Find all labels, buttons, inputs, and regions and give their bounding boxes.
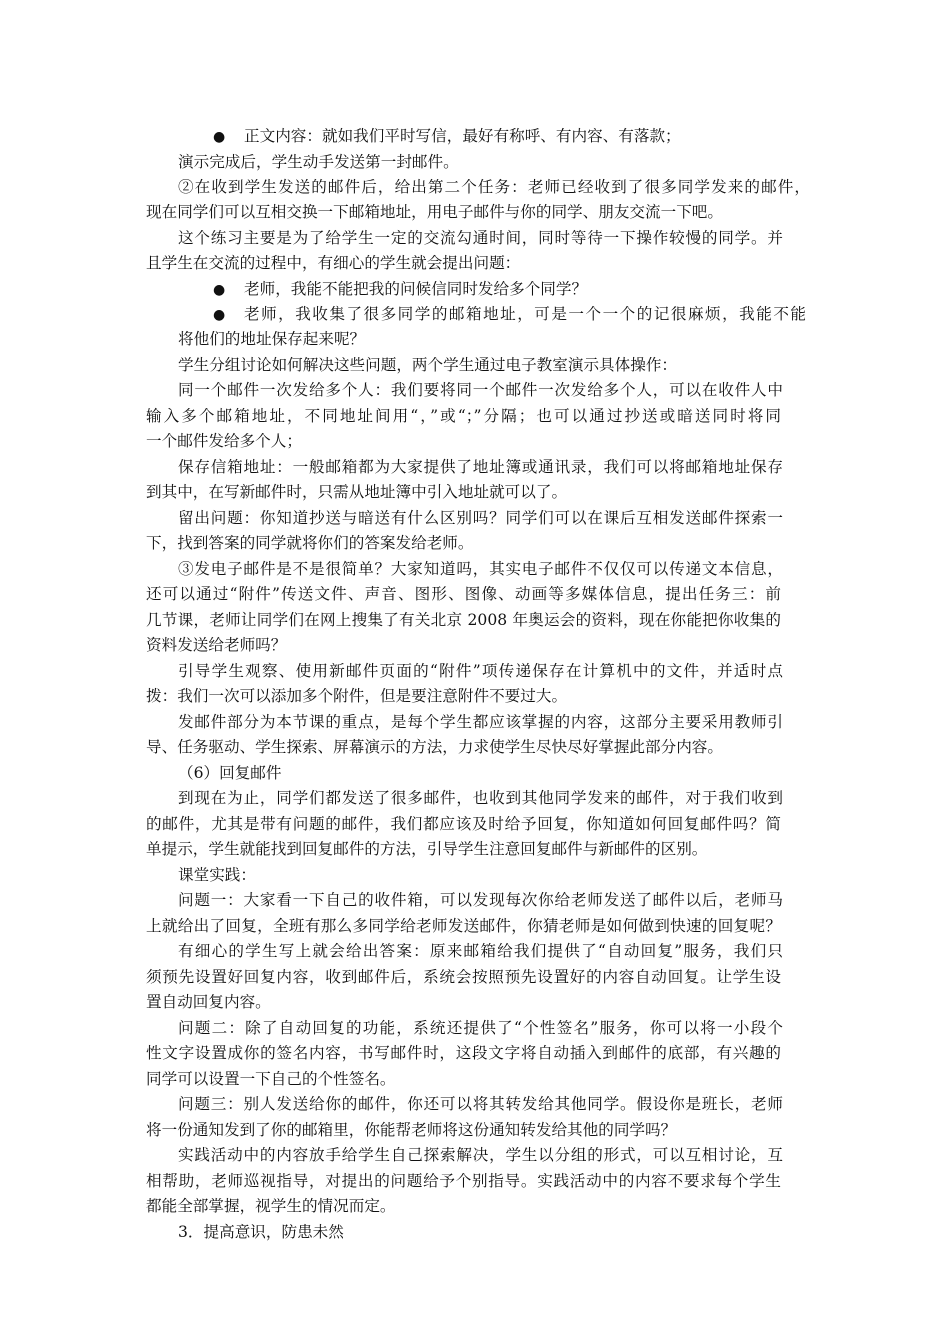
paragraph-line: 现在同学们可以互相交换一下邮箱地址，用电子邮件与你的同学、朋友交流一下吧。 bbox=[146, 203, 723, 221]
paragraph-line: 将一份通知发到了你的邮箱里，你能帮老师将这份通知转发给其他的同学吗？ bbox=[146, 1121, 677, 1139]
bullet-marker: ● bbox=[213, 307, 226, 323]
bullet-text: 正文内容：就如我们平时写信，最好有称呼、有内容、有落款； bbox=[244, 127, 681, 145]
section-heading: 3．提高意识，防患未然 bbox=[178, 1223, 344, 1241]
paragraph-line: 的邮件，尤其是带有问题的邮件，我们都应该及时给予回复，你知道如何回复邮件吗？简 bbox=[146, 815, 781, 833]
paragraph-line: 性文字设置成你的签名内容，书写邮件时，这段文字将自动插入到邮件的底部，有兴趣的 bbox=[146, 1044, 781, 1062]
paragraph-line: 到其中，在写新邮件时，只需从地址簿中引入地址就可以了。 bbox=[146, 483, 568, 501]
bullet-marker: ● bbox=[213, 282, 226, 298]
paragraph-line: 资料发送给老师吗？ bbox=[146, 636, 287, 654]
paragraph-line: 保存信箱地址：一般邮箱都为大家提供了地址簿或通讯录，我们可以将邮箱地址保存 bbox=[178, 458, 783, 476]
paragraph-line: 一个邮件发给多个人； bbox=[146, 432, 302, 450]
paragraph-line: 下，找到答案的同学就将你们的答案发给老师。 bbox=[146, 534, 474, 552]
paragraph-line: 同学可以设置一下自己的个性签名。 bbox=[146, 1070, 396, 1088]
paragraph-line: 实践活动中的内容放手给学生自己探索解决，学生以分组的形式，可以互相讨论，互 bbox=[178, 1146, 783, 1164]
paragraph-line: 学生分组讨论如何解决这些问题，两个学生通过电子教室演示具体操作： bbox=[178, 356, 678, 374]
paragraph-line: 这个练习主要是为了给学生一定的交流勾通时间，同时等待一下操作较慢的同学。并 bbox=[178, 229, 783, 247]
paragraph-line: 几节课，老师让同学们在网上搜集了有关北京 2008 年奥运会的资料，现在你能把你收集的 bbox=[146, 611, 781, 629]
paragraph-line: 同一个邮件一次发给多个人：我们要将同一个邮件一次发给多个人，可以在收件人中 bbox=[178, 381, 783, 399]
paragraph-line: 置自动回复内容。 bbox=[146, 993, 271, 1011]
paragraph-line: 上就给出了回复，全班有那么多同学给老师发送邮件，你猜老师是如何做到快速的回复呢？ bbox=[146, 917, 781, 935]
paragraph-line: 引导学生观察、使用新邮件页面的“附件”项传递保存在计算机中的文件，并适时点 bbox=[178, 662, 783, 680]
paragraph-line: 相帮助，老师巡视指导，对提出的问题给予个别指导。实践活动中的内容不要求每个学生 bbox=[146, 1172, 781, 1190]
paragraph-line: 还可以通过“附件”传送文件、声音、图形、图像、动画等多媒体信息，提出任务三：前 bbox=[146, 585, 781, 603]
paragraph-line: 输入多个邮箱地址，不同地址间用“，”或“；”分隔；也可以通过抄送或暗送同时将同 bbox=[146, 407, 781, 425]
paragraph-line: 拨：我们一次可以添加多个附件，但是要注意附件不要过大。 bbox=[146, 687, 568, 705]
paragraph-line: 演示完成后，学生动手发送第一封邮件。 bbox=[178, 153, 459, 171]
bullet-text: 老师，我收集了很多同学的邮箱地址，可是一个一个的记很麻烦，我能不能 bbox=[244, 305, 806, 323]
paragraph-line: 单提示，学生就能找到回复邮件的方法，引导学生注意回复邮件与新邮件的区别。 bbox=[146, 840, 708, 858]
paragraph-line: ③发电子邮件是不是很简单？大家知道吗，其实电子邮件不仅仅可以传递文本信息， bbox=[178, 560, 783, 578]
paragraph-line: 有细心的学生写上就会给出答案：原来邮箱给我们提供了“自动回复”服务，我们只 bbox=[178, 942, 783, 960]
paragraph-line: 问题一：大家看一下自己的收件箱，可以发现每次你给老师发送了邮件以后，老师马 bbox=[178, 891, 783, 909]
paragraph-line: 课堂实践： bbox=[178, 866, 256, 884]
paragraph-line: 发邮件部分为本节课的重点，是每个学生都应该掌握的内容，这部分主要采用教师引 bbox=[178, 713, 783, 731]
paragraph-line: 且学生在交流的过程中，有细心的学生就会提出问题： bbox=[146, 254, 521, 272]
bullet-text: 老师，我能不能把我的问候信同时发给多个同学？ bbox=[244, 280, 588, 298]
paragraph-line: 导、任务驱动、学生探索、屏幕演示的方法，力求使学生尽快尽好掌握此部分内容。 bbox=[146, 738, 723, 756]
section-heading: （6）回复邮件 bbox=[178, 764, 282, 782]
paragraph-line: 留出问题：你知道抄送与暗送有什么区别吗？同学们可以在课后互相发送邮件探索一 bbox=[178, 509, 783, 527]
paragraph-line: 问题二：除了自动回复的功能，系统还提供了“个性签名”服务，你可以将一小段个 bbox=[178, 1019, 783, 1037]
paragraph-line: 都能全部掌握，视学生的情况而定。 bbox=[146, 1197, 396, 1215]
bullet-text: 将他们的地址保存起来呢？ bbox=[178, 330, 366, 348]
paragraph-line: 须预先设置好回复内容，收到邮件后，系统会按照预先设置好的内容自动回复。让学生设 bbox=[146, 968, 781, 986]
paragraph-line: 到现在为止，同学们都发送了很多邮件，也收到其他同学发来的邮件，对于我们收到 bbox=[178, 789, 783, 807]
paragraph-line: 问题三：别人发送给你的邮件，你还可以将其转发给其他同学。假设你是班长，老师 bbox=[178, 1095, 783, 1113]
paragraph-line: ②在收到学生发送的邮件后，给出第二个任务：老师已经收到了很多同学发来的邮件， bbox=[178, 178, 810, 196]
bullet-marker: ● bbox=[213, 129, 226, 145]
